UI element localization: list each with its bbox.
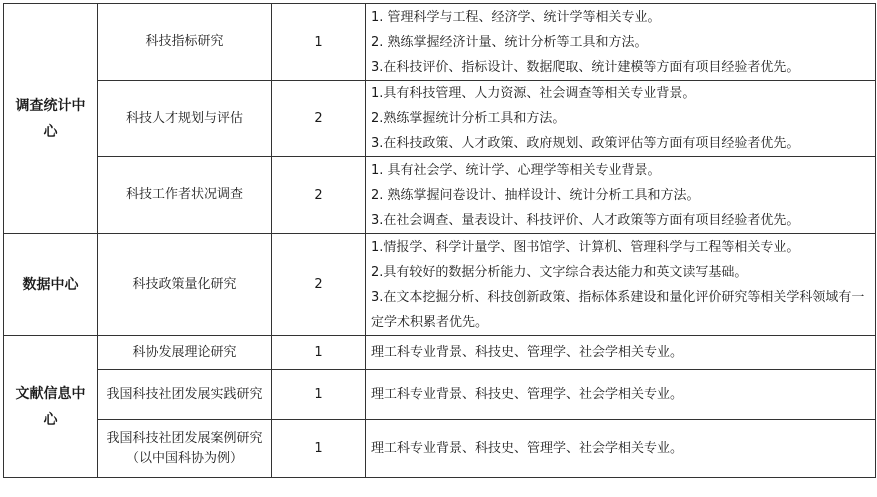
requirements-cell: 理工科专业背景、科技史、管理学、社会学相关专业。	[366, 420, 876, 478]
table-row	[4, 336, 876, 370]
count-cell: 2	[272, 234, 366, 336]
requirement-line: 3.在文本挖掘分析、科技创新政策、指标体系建设和量化评价研究等相关学科领域有一定学术积累者优先。	[371, 289, 865, 330]
topic-cell	[98, 370, 272, 420]
table-row	[4, 157, 876, 234]
requirement-line: 1. 管理科学与工程、经济学、统计学等相关专业。	[371, 9, 661, 25]
requirements-cell	[366, 234, 876, 336]
table-row	[4, 420, 876, 478]
requirement-line: 1.情报学、科学计量学、图书馆学、计算机、管理科学与工程等相关专业。	[371, 239, 800, 255]
topic-cell: 科协发展理论研究	[98, 336, 272, 370]
requirement-line: 3.在科技政策、人才政策、政府规划、政策评估等方面有项目经验者优先。	[371, 136, 800, 151]
dept-cell: 数据中心	[4, 234, 98, 336]
requirement-line: 1. 具有社会学、统计学、心理学等相关专业背景。	[371, 162, 661, 178]
requirements-cell	[366, 81, 876, 157]
topic-cell: 科技政策量化研究	[98, 234, 272, 336]
dept-cell	[4, 336, 98, 478]
topic-label: 我国科技社团发展实践研究	[106, 386, 263, 402]
requirement-line: 2.熟练掌握统计分析工具和方法。	[371, 111, 566, 126]
requirement-line: 2. 熟练掌握问卷设计、抽样设计、统计分析工具和方法。	[371, 187, 700, 203]
count-cell: 2	[272, 81, 366, 157]
positions-table	[3, 3, 876, 478]
table-row	[4, 370, 876, 420]
dept-label: 调查统计中心	[15, 97, 86, 140]
dept-label: 文献信息中心	[15, 385, 86, 428]
count-cell: 2	[272, 157, 366, 234]
requirement-line: 3.在科技评价、指标设计、数据爬取、统计建模等方面有项目经验者优先。	[371, 59, 800, 75]
requirement-line: 2.具有较好的数据分析能力、文字综合表达能力和英文读写基础。	[371, 264, 748, 280]
topic-label: 我国科技社团发展案例研究（以中国科协为例）	[106, 430, 263, 466]
table-row	[4, 234, 876, 336]
requirements-cell	[366, 4, 876, 81]
topic-cell: 科技人才规划与评估	[98, 81, 272, 157]
count-cell: 1	[272, 370, 366, 420]
count-cell: 1	[272, 336, 366, 370]
requirements-cell: 理工科专业背景、科技史、管理学、社会学相关专业。	[366, 336, 876, 370]
topic-cell: 科技工作者状况调查	[98, 157, 272, 234]
requirements-cell	[366, 157, 876, 234]
requirements-cell: 理工科专业背景、科技史、管理学、社会学相关专业。	[366, 370, 876, 420]
count-cell: 1	[272, 420, 366, 478]
dept-cell	[4, 4, 98, 234]
table-row	[4, 81, 876, 157]
table-row	[4, 4, 876, 81]
requirement-line: 3.在社会调查、量表设计、科技评价、人才政策等方面有项目经验者优先。	[371, 212, 800, 228]
topic-cell: 科技指标研究	[98, 4, 272, 81]
requirement-line: 1.具有科技管理、人力资源、社会调查等相关专业背景。	[371, 86, 696, 101]
topic-cell	[98, 420, 272, 478]
requirement-line: 2. 熟练掌握经济计量、统计分析等工具和方法。	[371, 34, 648, 50]
count-cell: 1	[272, 4, 366, 81]
